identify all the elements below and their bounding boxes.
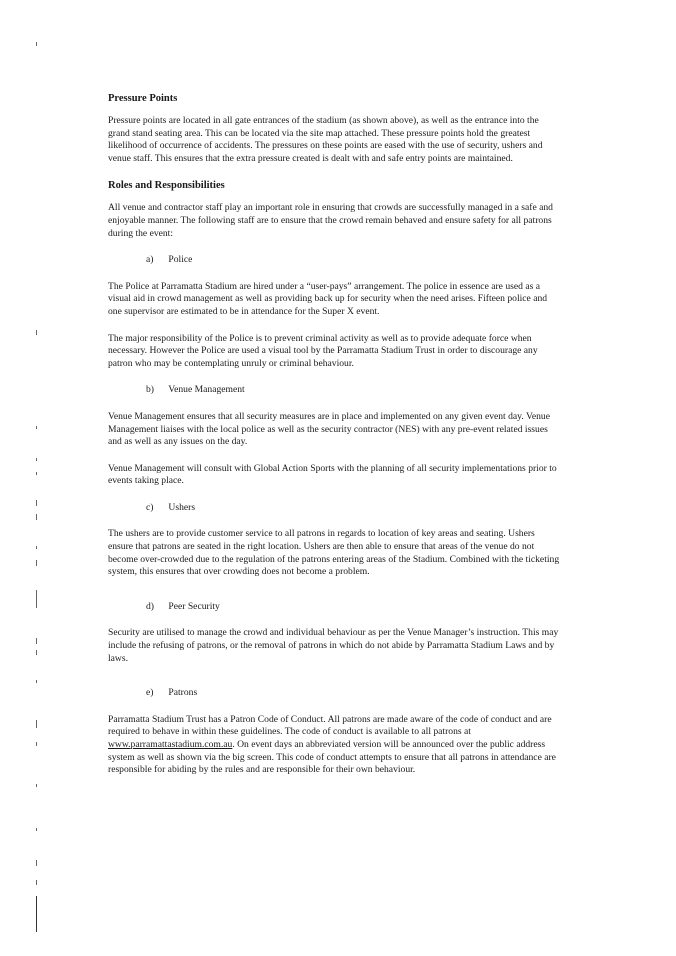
ushers-subheading <box>146 502 560 515</box>
pressure-points-paragraph: Pressure points are located in all gate entrances of the stadium (as shown above), as well as the entrance into the grand stand seating area. This can be located via the site map attached. These pressure points hold the greatest likelihood of occurrence of accidents. The pressures on these points are eased with the use of security, ushers and venue staff. This ensures that the extra pressure created is dealt with and safe entry points are maintained. <box>108 115 543 164</box>
police-letter: a) <box>146 254 154 266</box>
police-paragraph-2: The major responsibility of the Police is to prevent criminal activity as well as to provide adequate force when necessary. However the Police are used a visual tool by the Parramatta Stadium Trust in order to discourage any patron who may be contemplating unruly or criminal behaviour. <box>108 332 538 369</box>
scan-margin-marks <box>30 0 44 956</box>
pressure-points-heading: Pressure Points <box>108 93 178 104</box>
patrons-subheading <box>146 687 560 700</box>
peer-security-paragraph: Security are utilised to manage the crowd and individual behaviour as per the Venue Manager’s instruction. This may include the refusing of patrons, or the removal of patrons in which do not abide by Parramatta Stadium Laws and by laws. <box>108 627 559 664</box>
peer-security-subheading <box>146 601 560 614</box>
patrons-text-before-link: Parramatta Stadium Trust has a Patron Code of Conduct. All patrons are made aware of the code of conduct and are required to behave in within these guidelines. The code of conduct is available to all patrons at <box>108 713 552 738</box>
patrons-letter: e) <box>146 687 154 699</box>
venue-management-paragraph-2: Venue Management will consult with Global Action Sports with the planning of all security implementations prior to events taking place. <box>108 462 557 487</box>
patrons-title: Patrons <box>168 687 198 699</box>
police-subheading <box>146 254 560 267</box>
stadium-website-link[interactable]: www.parramattastadium.com.au <box>108 739 233 750</box>
venue-management-paragraph-1: Venue Management ensures that all security measures are in place and implemented on any given event day. Venue Management liaises with the local police as well as the security contractor (NES) with any pre-event related issues and as well as any issues on the day. <box>108 410 550 448</box>
document-body <box>108 92 560 791</box>
roles-heading: Roles and Responsibilities <box>108 180 225 192</box>
peer-security-letter: d) <box>146 600 154 612</box>
venue-management-title: Venue Management <box>168 384 245 396</box>
patrons-paragraph <box>108 714 560 777</box>
police-paragraph-1: The Police at Parramatta Stadium are hired under a “user-pays” arrangement. The police in essence are used as a visual aid in crowd management as well as providing back up for security when the need arises. Fifteen police and one supervisor are estimated to be in attendance for the Super X event. <box>108 280 548 317</box>
ushers-title: Ushers <box>168 501 196 513</box>
police-title: Police <box>168 254 193 266</box>
venue-management-subheading <box>146 384 560 397</box>
peer-security-title: Peer Security <box>168 600 220 612</box>
venue-management-letter: b) <box>146 384 154 396</box>
ushers-paragraph: The ushers are to provide customer service to all patrons in regards to location of key areas and seating. Ushers ensure that patrons are seated in the right location. Ushers are then able to ensure that areas of the venue do not become over-crowded due to the regulation of the patrons entering areas of the Stadium. Combined with the ticketing system, this ensures that over crowding does not become a problem. <box>108 528 560 578</box>
patrons-text-after-link: . On event days an abbreviated version will be announced over the public address system as well as shown via the big screen. This code of conduct attempts to ensure that all patrons in attendance are responsible for abiding by the rules and are responsible for their own behaviour. <box>108 739 556 776</box>
roles-intro-paragraph: All venue and contractor staff play an important role in ensuring that crowds are successfully managed in a safe and enjoyable manner. The following staff are to ensure that the crowd remain behaved and ensure safety for all patrons during the event: <box>108 202 553 239</box>
ushers-letter: c) <box>146 501 154 513</box>
